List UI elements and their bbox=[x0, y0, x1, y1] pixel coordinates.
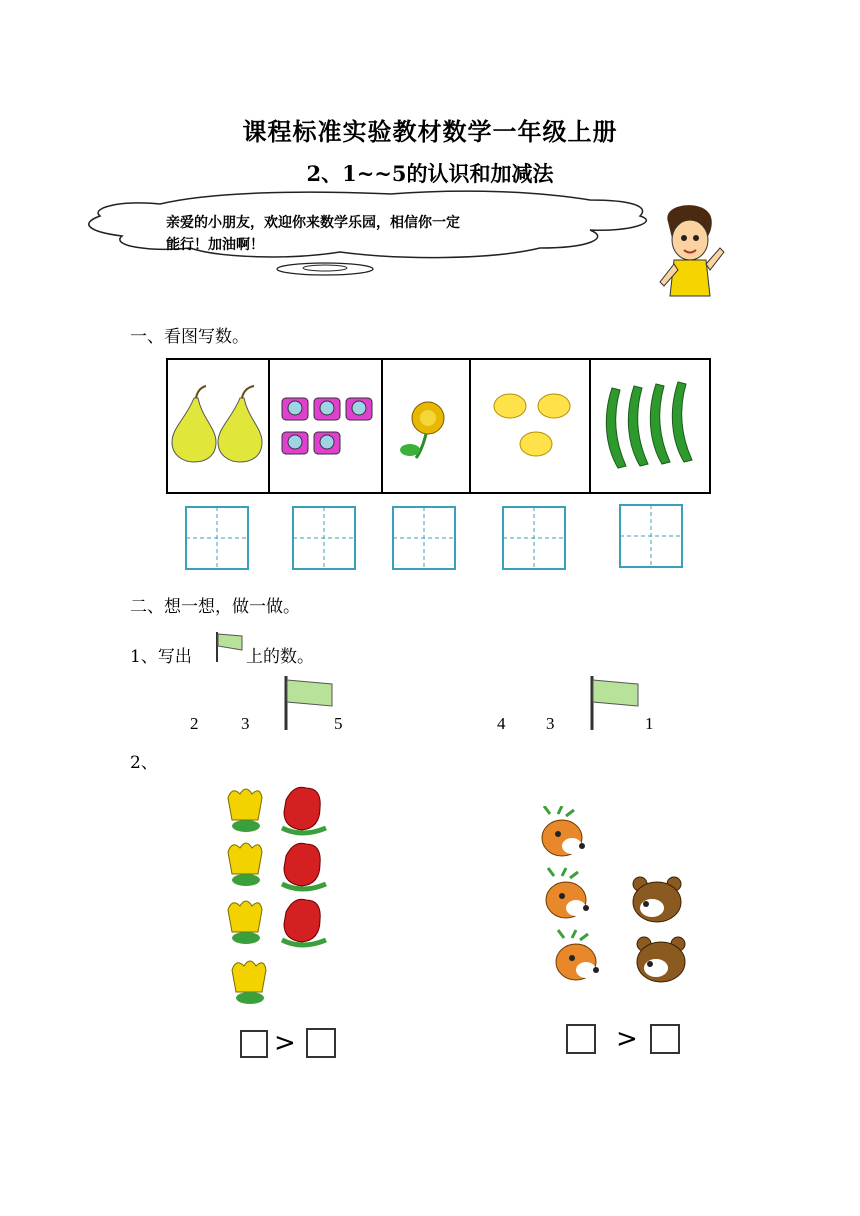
flowers-group bbox=[222, 784, 342, 1008]
q1-label-suffix: 上的数。 bbox=[246, 647, 314, 667]
seq1-num-2: 3 bbox=[241, 714, 250, 733]
writing-grids bbox=[180, 504, 690, 574]
answer-box-left-2[interactable] bbox=[566, 1024, 596, 1054]
seq1-num-3: 5 bbox=[334, 714, 343, 733]
red-rose-icon bbox=[282, 843, 326, 889]
flag-icon bbox=[578, 672, 642, 732]
seq2-num-1: 4 bbox=[497, 714, 506, 733]
deer-icon bbox=[546, 868, 589, 918]
seq1-num-1: 2 bbox=[190, 714, 199, 733]
deer-icon bbox=[542, 806, 585, 856]
answer-box-right-1[interactable] bbox=[306, 1028, 336, 1058]
q2-label: 2、 bbox=[130, 753, 158, 773]
yellow-tulip-icon bbox=[228, 843, 262, 886]
flag-icon bbox=[272, 672, 336, 732]
seq2-num-2: 3 bbox=[546, 714, 555, 733]
animals-group bbox=[536, 806, 696, 990]
yellow-tulip-icon bbox=[228, 789, 262, 832]
yellow-tulip-icon bbox=[228, 901, 262, 944]
bear-icon bbox=[637, 937, 685, 982]
section2-heading: 二、想一想，做一做。 bbox=[130, 597, 300, 617]
page-subtitle: 2、1~~5的认识和加减法 bbox=[306, 161, 554, 186]
section1-heading: 一、看图写数。 bbox=[130, 327, 249, 347]
speech-text bbox=[166, 212, 536, 256]
bear-icon bbox=[633, 877, 681, 922]
speech-line-1: 亲爱的小朋友，欢迎你来数学乐园，相信你一定 bbox=[166, 215, 460, 231]
flag-icon bbox=[212, 630, 246, 664]
q1-label-prefix: 1、写出 bbox=[130, 647, 192, 667]
answer-box-right-2[interactable] bbox=[650, 1024, 680, 1054]
speech-line-2: 能行！加油啊！ bbox=[166, 237, 264, 253]
greater-than-sign-2: > bbox=[616, 1024, 638, 1054]
seq2-num-3: 1 bbox=[645, 714, 654, 733]
red-rose-icon bbox=[282, 899, 326, 945]
red-rose-icon bbox=[282, 787, 326, 833]
greater-than-sign-1: > bbox=[274, 1028, 296, 1058]
picture-strip bbox=[166, 358, 711, 494]
page-title: 课程标准实验教材数学一年级上册 bbox=[242, 117, 618, 146]
yellow-tulip-icon bbox=[232, 961, 266, 1004]
boy-cartoon bbox=[650, 200, 730, 300]
deer-icon bbox=[556, 930, 599, 980]
answer-box-left-1[interactable] bbox=[240, 1030, 268, 1058]
